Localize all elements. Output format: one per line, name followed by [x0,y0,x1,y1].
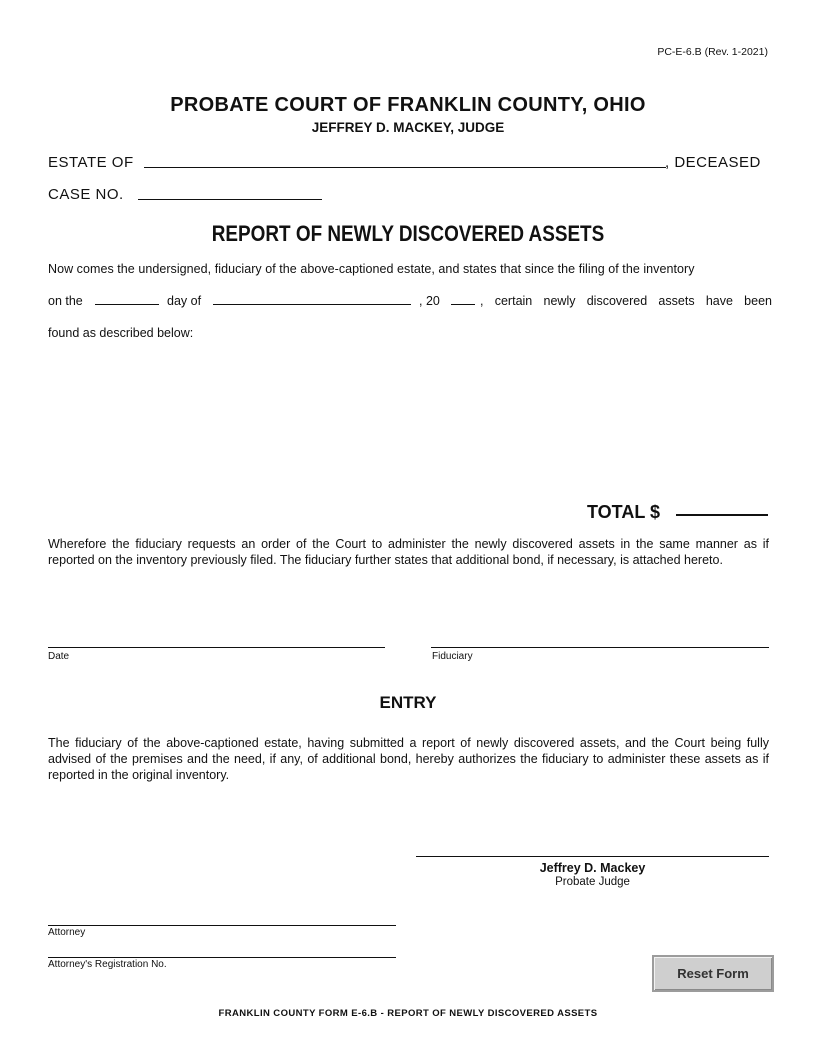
attorney-input[interactable] [50,908,394,924]
fiduciary-signature-line [431,647,769,648]
estate-prefix: ESTATE OF [48,154,134,171]
day-input[interactable] [96,288,158,303]
date-signature-input[interactable] [50,630,383,646]
attorney-line [48,925,396,926]
judge-title: Probate Judge [555,876,630,888]
entry-heading: ENTRY [379,693,437,712]
total-line [676,514,768,516]
estate-name-line [144,167,666,168]
month-line [213,304,411,305]
case-label: CASE NO. [48,186,124,203]
found-text: found as described below: [48,326,194,340]
reset-form-button[interactable]: Reset Form [652,955,774,992]
wherefore-paragraph: Wherefore the fiduciary requests an order of the Court to administer the newly discovered assets in the same manner as if reported on the inventory previously filed. The fiduciary further states that additional bond, if necessary, is attached hereto. [48,537,769,567]
court-title: PROBATE COURT OF FRANKLIN COUNTY, OHIO [170,94,646,116]
attorney-label: Attorney [48,927,86,938]
date-signature-line [48,647,385,648]
judge-line: JEFFREY D. MACKEY, JUDGE [311,120,505,135]
case-number-line [138,199,322,200]
judge-signature-line [416,856,769,857]
registration-line [48,957,396,958]
year-line [451,304,475,305]
year-input[interactable] [451,288,475,303]
assets-description-field[interactable] [48,346,772,494]
fiduciary-signature-input[interactable] [433,630,767,646]
entry-paragraph: The fiduciary of the above-captioned estate, having submitted a report of newly discovered assets, and the Court being fully advised of the premises and the need, if any, of additional bond, hereby authorizes the fiduciary to administer these assets as if reported in the original inventory. [48,736,769,782]
day-line [95,304,159,305]
date-label: Date [48,651,70,662]
form-footer: FRANKLIN COUNTY FORM E-6.B - REPORT OF NEWLY DISCOVERED ASSETS [218,1008,598,1019]
registration-label: Attorney's Registration No. [48,959,167,970]
total-input[interactable] [678,497,766,513]
comma-20-text: , 20 [419,294,440,308]
report-tail-text: , certain newly discovered assets have been [480,294,772,308]
report-heading: REPORT OF NEWLY DISCOVERED ASSETS [211,221,605,246]
total-label: TOTAL $ [587,502,661,522]
estate-name-input[interactable] [146,150,664,166]
on-the-text: on the [48,294,83,308]
report-intro: Now comes the undersigned, fiduciary of the above-captioned estate, and states that since the filing of the inventory [48,262,695,276]
form-code: PC-E-6.B (Rev. 1-2021) [657,46,768,58]
estate-suffix: , DECEASED [665,154,761,171]
judge-name: Jeffrey D. Mackey [539,861,646,875]
day-of-text: day of [167,294,202,308]
registration-input[interactable] [50,940,394,956]
case-number-input[interactable] [140,182,320,198]
fiduciary-label: Fiduciary [432,651,473,662]
month-input[interactable] [215,288,409,303]
